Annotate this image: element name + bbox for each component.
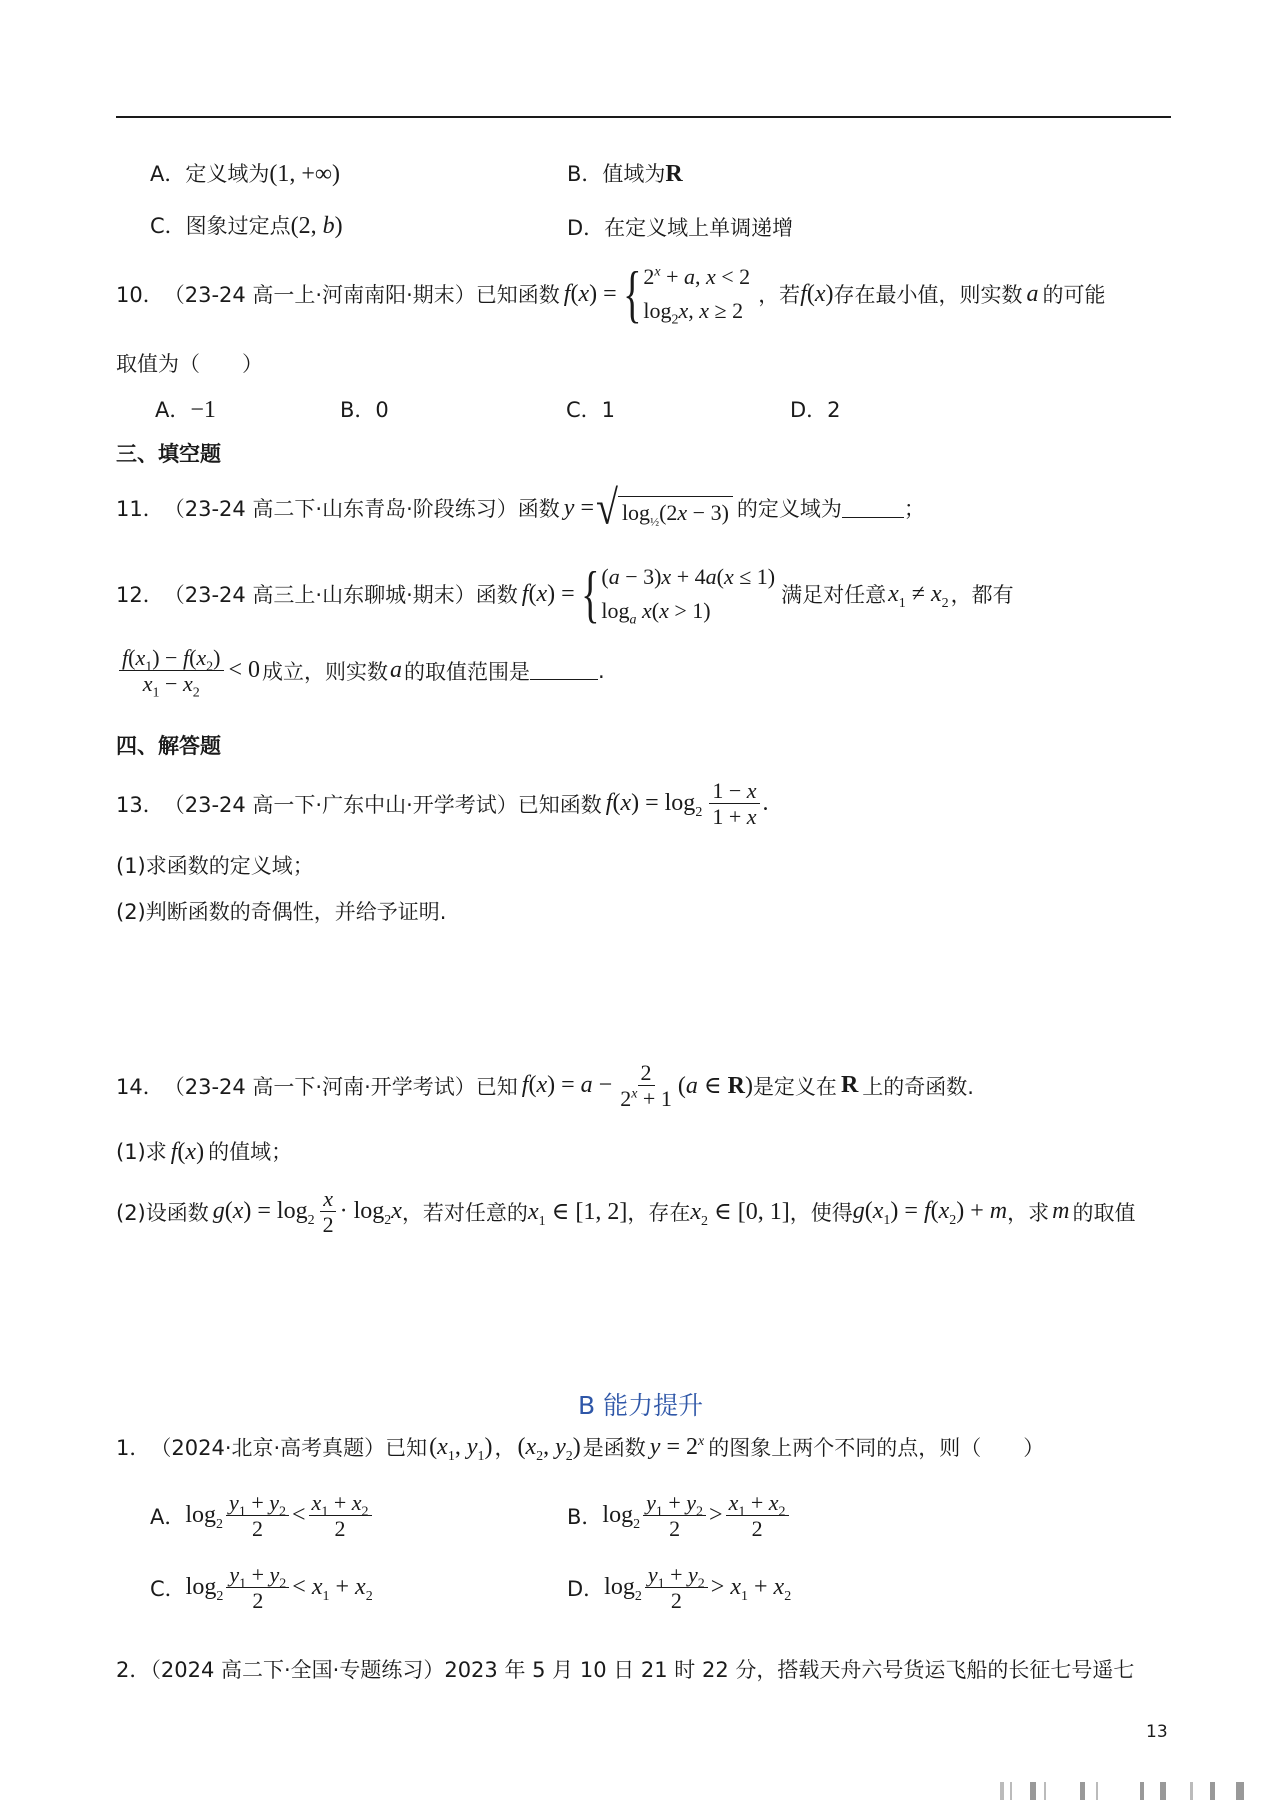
q14-stem: 14． （23-24 高一下·河南·开学考试）已知 f(x) = a − $\frac{2}{2^x + 1}$ (a ∈ R) 是定义在 R 上的奇函数. <box>116 1060 974 1112</box>
b1-option-d: D． $\log_2$ $\frac{y_1 + y_2}{2}$ > $x_1 + x_2$ <box>567 1562 792 1614</box>
q11-answer-blank[interactable] <box>842 499 904 518</box>
q10-stem: 10． （23-24 高一上·河南南阳·期末）已知函数 f(x) = { $2^x + a$, x < 2 $\log_2x$, x ≥ 2 ，若 f(x) 存在最小值，则实数 a 的可能 <box>116 258 1106 330</box>
b1-stem: 1． （2024·北京·高考真题）已知 ($x_1$, $y_1$) ， ($x_2$, $y_2$) 是函数 $y = 2^x$ 的图象上两个不同的点，则（ ） <box>116 1433 1045 1464</box>
b1-option-c: C． $\log_2$ $\frac{y_1 + y_2}{2}$ < $x_1 + x_2$ <box>150 1562 373 1614</box>
corner-decoration <box>1000 1780 1260 1802</box>
q9-option-a: A．定义域为(1, +∞) <box>150 161 341 187</box>
q13-part1: (1)求函数的定义域； <box>116 854 314 878</box>
q10-option-b: B．0 <box>340 398 389 422</box>
page-number: 13 <box>1146 1722 1168 1742</box>
q14-part2: (2)设函数 $g(x) = \log_2$ $\frac{x}{2}$ · $\log_2x$ ，若对任意的 $x_1$ ∈ [1, 2] ，存在 $x_2$ ∈ [0, 1] ，使得 $g(x_1) = f(x_2) + m$ ，求 m 的取值 <box>116 1186 1136 1238</box>
q12-answer-blank[interactable] <box>530 661 598 680</box>
q9-option-b: B．值域为R <box>567 161 683 187</box>
header-rule <box>116 116 1171 118</box>
q14-part1: (1)求 f(x) 的值域； <box>116 1139 293 1165</box>
q10-option-a: A．−1 <box>155 397 216 423</box>
q9-option-d: D．在定义域上单调递增 <box>567 216 794 240</box>
barcode-icon <box>1000 1780 1260 1802</box>
q10-option-c: C．1 <box>566 398 616 422</box>
q10-stem-line2: 取值为（ ） <box>116 352 263 376</box>
b1-option-a: A． $\log_2$ $\frac{y_1 + y_2}{2}$ < $\frac{x_1 + x_2}{2}$ <box>150 1490 375 1542</box>
q12-stem: 12． （23-24 高三上·山东聊城·期末）函数 f(x) = { (a − 3)x + 4a(x ≤ 1) $\log_a x(x > 1)$ 满足对任意 $x_1 \ne x_2$ ，都有 <box>116 558 1014 630</box>
q13-stem: 13． （23-24 高一下·广东中山·开学考试）已知函数 $f(x) = \log_2$ $\frac{1 - x}{1 + x}$ . <box>116 778 769 830</box>
q9-option-c: C．图象过定点(2, b) <box>150 213 343 239</box>
q13-part2: (2)判断函数的奇偶性，并给予证明. <box>116 900 447 924</box>
section-heading-fill-in: 三、填空题 <box>116 442 221 466</box>
b1-option-b: B． $\log_2$ $\frac{y_1 + y_2}{2}$ > $\frac{x_1 + x_2}{2}$ <box>567 1490 792 1542</box>
q11-stem: 11． （23-24 高二下·山东青岛·阶段练习）函数 y = √ $\log_{\frac{1}{2}}(2x - 3)$ 的定义域为 ； <box>116 480 925 535</box>
section-title-ability: B 能力提升 <box>578 1391 704 1420</box>
q10-option-d: D．2 <box>790 398 841 422</box>
q12-stem-line2: $\frac{f(x_1) - f(x_2)}{x_1 - x_2}$ < 0 成立，则实数 a 的取值范围是 . <box>116 645 605 697</box>
b2-stem: 2．（2024 高二下·全国·专题练习）2023 年 5 月 10 日 21 时 22 分，搭载天舟六号货运飞船的长征七号遥七 <box>116 1658 1135 1682</box>
section-heading-solve: 四、解答题 <box>116 734 221 758</box>
